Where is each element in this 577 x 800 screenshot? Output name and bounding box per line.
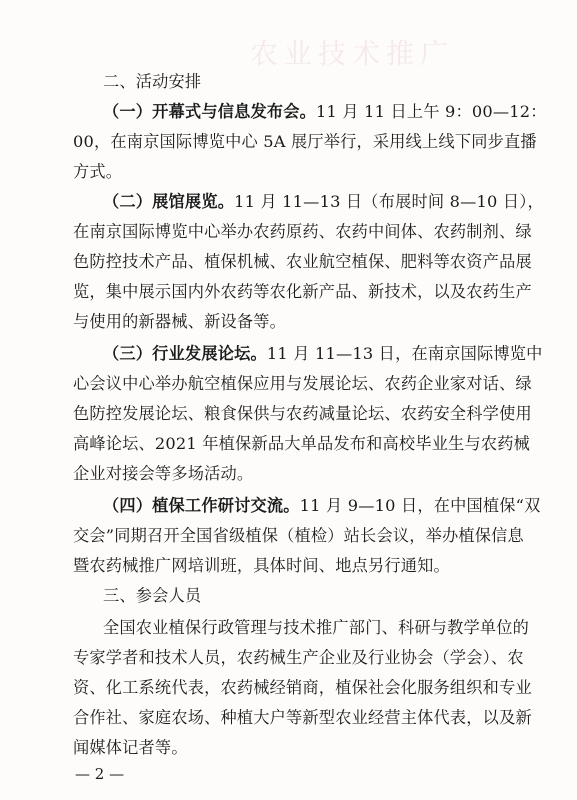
- item-2-label: （二）展馆展览。: [103, 192, 235, 211]
- item-2-line-4: 览，集中展示国内外农药等农化新产品、新技术，以及农药生产: [73, 282, 532, 301]
- section-3-line-4: 合作社、家庭农场、种植大户等新型农业经营主体代表，以及新: [73, 708, 532, 727]
- item-3-line-1: （三）行业发展论坛。11 月 11—13 日，在南京国际博览中: [103, 344, 543, 363]
- item-4-line-2: 交会”同期召开全国省级植保（植检）站长会议，举办植保信息: [73, 526, 524, 545]
- item-1-line-1: （一）开幕式与信息发布会。11 月 11 日上午 9：00—12：: [103, 102, 547, 121]
- section-3-line-2: 专家学者和技术人员，农药械生产企业及行业协会（学会）、农: [73, 648, 524, 667]
- item-1-label: （一）开幕式与信息发布会。: [103, 102, 317, 121]
- item-2-line-2: 在南京国际博览中心举办农药原药、农药中间体、农药制剂、绿: [73, 222, 532, 241]
- item-2-line-3: 色防控技术产品、植保机械、农业航空植保、肥料等农资产品展: [73, 252, 532, 271]
- page-number: — 2 —: [75, 765, 125, 783]
- item-4-label: （四）植保工作研讨交流。: [103, 496, 300, 515]
- item-3-label: （三）行业发展论坛。: [103, 344, 267, 363]
- item-4-line-3: 暨农药械推广网培训班，具体时间、地点另行通知。: [73, 556, 450, 575]
- item-1-line-3: 方式。: [73, 162, 123, 181]
- item-3-line-3: 色防控发展论坛、粮食保供与农药减量论坛、农药安全科学使用: [73, 404, 532, 423]
- item-3-line-2: 心会议中心举办航空植保应用与发展论坛、农药企业家对话、绿: [73, 374, 532, 393]
- item-4-line-1: （四）植保工作研讨交流。11 月 9—10 日，在中国植保“双: [103, 496, 541, 515]
- bleed-through-text: 农业技术推广: [250, 37, 455, 70]
- section-3-line-1: 全国农业植保行政管理与技术推广部门、科研与教学单位的: [103, 618, 530, 637]
- section-2-heading: 二、活动安排: [103, 72, 202, 91]
- section-3-line-3: 资、化工系统代表，农药械经销商，植保社会化服务组织和专业: [73, 678, 532, 697]
- item-2-line-5: 与使用的新器械、新设备等。: [73, 312, 287, 331]
- section-3-heading: 三、参会人员: [103, 586, 202, 605]
- item-3-line-5: 企业对接会等多场活动。: [73, 464, 254, 483]
- item-2-line-1: （二）展馆展览。11 月 11—13 日（布展时间 8—10 日），: [103, 192, 544, 211]
- item-3-line-4: 高峰论坛、2021 年植保新品大单品发布和高校毕业生与农药械: [73, 434, 531, 453]
- section-3-line-5: 闻媒体记者等。: [73, 738, 188, 757]
- item-1-line-2: 00，在南京国际博览中心 5A 展厅举行，采用线上线下同步直播: [73, 132, 537, 151]
